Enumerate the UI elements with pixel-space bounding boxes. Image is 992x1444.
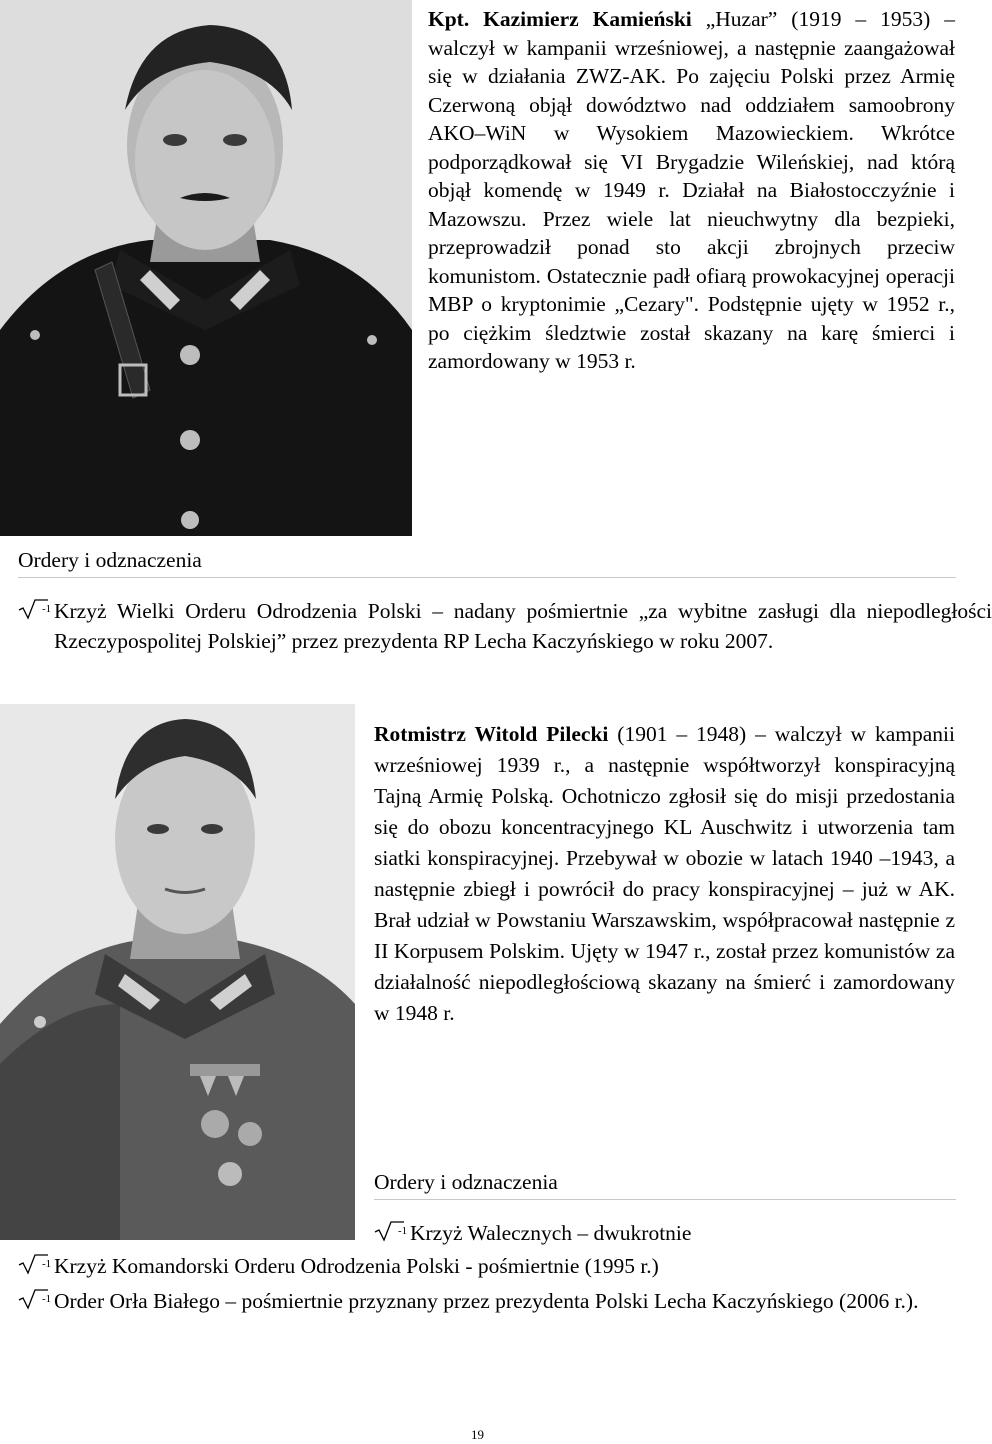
kamienski-orders-rule	[18, 577, 956, 578]
kamienski-order-item	[18, 596, 992, 656]
pilecki-orders-rule	[374, 1199, 956, 1200]
kamienski-bio	[428, 5, 955, 376]
pilecki-order-item-2	[18, 1251, 659, 1281]
pilecki-order-text-2: Krzyż Komandorski Orderu Odrodzenia Polski - pośmiertnie (1995 r.)	[54, 1254, 659, 1278]
pilecki-photo	[0, 704, 355, 1240]
pilecki-order-text-1: Krzyż Walecznych – dwukrotnie	[410, 1221, 692, 1245]
pilecki-bio-text: (1901 – 1948) – walczył w kampanii wrześniowej 1939 r., a następnie współtworzył konspiracyjną Tajną Armię Polską. Ochotniczo zgłosił się do misji przedostania się do obozu koncentracyjnego KL Auschwitz i utworzenia tam siatki konspiracyjnej. Przebywał w obozie w latach 1940 –1943, a następnie zbiegł i powrócił do pracy konspiracyjnej – już w AK. Brał udział w Powstaniu Warszawskim, współpracował następnie z II Korpusem Polskim. Ujęty w 1947 r., został przez komunistów za działalność niepodległościową skazany na śmierć i zamordowany w 1948 r.	[374, 722, 955, 1025]
kamienski-order-text: Krzyż Wielki Orderu Odrodzenia Polski – nadany pośmiertnie „za wybitne zasługi dla niepodległości Rzeczypospolitej Polskiej” przez prezydenta RP Lecha Kaczyńskiego w roku 2007.	[54, 599, 992, 653]
pilecki-order-text-3: Order Orła Białego – pośmiertnie przyznany przez prezydenta Polski Lecha Kaczyńskiego (2006 r.).	[54, 1289, 919, 1313]
page-number: 19	[471, 1427, 484, 1442]
check-root-icon	[18, 598, 54, 620]
check-root-icon	[18, 1253, 54, 1275]
kamienski-orders-heading: Ordery i odznaczenia	[18, 548, 202, 572]
pilecki-bio	[374, 719, 955, 1029]
pilecki-order-item-1	[374, 1218, 691, 1248]
pilecki-orders-heading: Ordery i odznaczenia	[374, 1170, 558, 1194]
pilecki-name: Rotmistrz Witold Pilecki	[374, 722, 609, 746]
svg-text:-1: -1	[42, 1293, 52, 1305]
check-root-icon	[374, 1220, 410, 1242]
kamienski-portrait-image	[0, 0, 412, 536]
svg-text:-1: -1	[42, 603, 52, 615]
pilecki-order-item-3	[18, 1286, 992, 1316]
svg-text:-1: -1	[398, 1225, 408, 1237]
check-root-icon	[18, 1288, 54, 1310]
kamienski-name: Kpt. Kazimierz Kamieński	[428, 7, 692, 31]
kamienski-bio-text: „Huzar” (1919 – 1953) – walczył w kampanii wrześniowej, a następnie zaangażował się w działania ZWZ-AK. Po zajęciu Polski przez Armię Czerwoną objął dowództwo nad oddziałem samoobrony AKO–WiN w Wysokiem Mazowieckiem. Wkrótce podporządkował się VI Brygadzie Wileńskiej, nad którą objął komendę w 1949 r. Działał na Białostocczyźnie i Mazowszu. Przez wiele lat nieuchwytny dla bezpieki, przeprowadził ponad sto akcji zbrojnych przeciw komunistom. Ostatecznie padł ofiarą prowokacyjnej operacji MBP o kryptonimie „Cezary". Podstępnie ujęty w 1952 r., po ciężkim śledztwie został skazany na karę śmierci i zamordowany w 1953 r.	[428, 7, 955, 373]
kamienski-photo	[0, 0, 412, 536]
pilecki-portrait-image	[0, 704, 355, 1240]
svg-text:-1: -1	[42, 1258, 52, 1270]
